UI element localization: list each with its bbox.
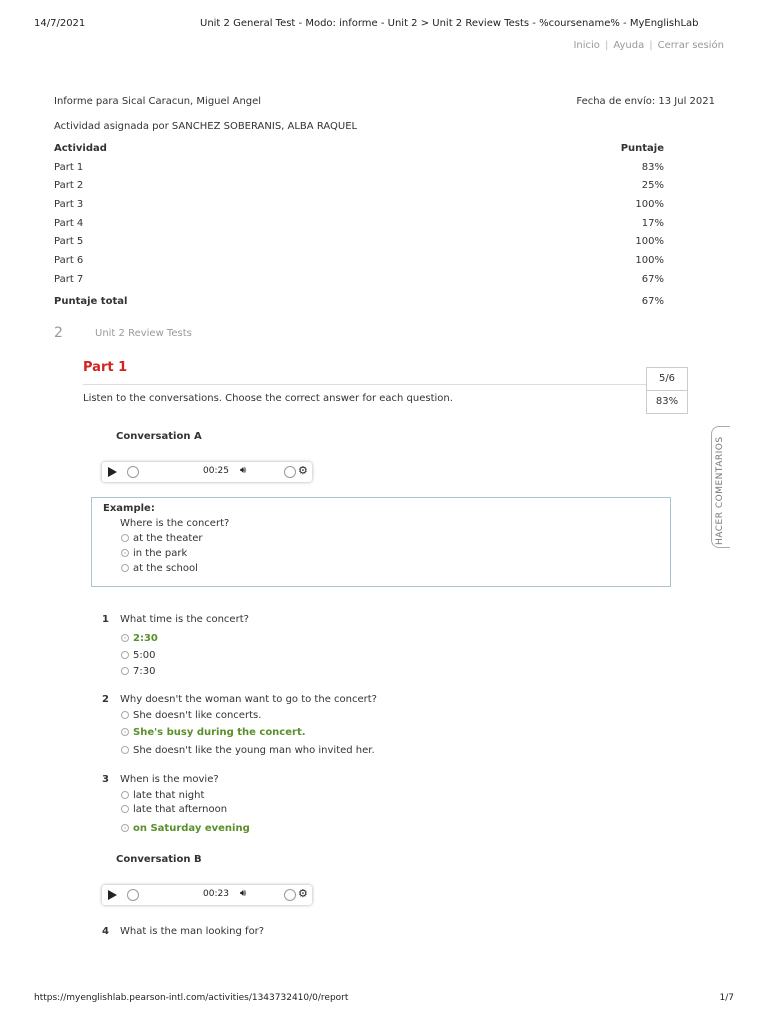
table-row <box>54 180 664 198</box>
radio-button <box>121 651 129 659</box>
conversation-a-label: Conversation A <box>116 431 202 442</box>
row-label: Part 1 <box>54 162 84 173</box>
row-score: 67% <box>641 274 664 285</box>
radio-button <box>121 564 129 572</box>
row-label: Part 3 <box>54 199 84 210</box>
gear-icon[interactable]: ⚙ <box>298 464 308 477</box>
example-option-text: in the park <box>133 548 188 559</box>
table-row <box>54 236 664 254</box>
radio-button-selected <box>121 634 129 642</box>
report-student: Informe para Sical Caracun, Miguel Angel <box>54 96 262 107</box>
total-score: 67% <box>641 296 664 307</box>
print-footer-page: 1/7 <box>719 993 734 1003</box>
part-instructions: Listen to the conversations. Choose the correct answer for each question. <box>83 393 453 404</box>
report-submit-date: Fecha de envío: 13 Jul 2021 <box>576 96 715 107</box>
row-score: 100% <box>635 236 664 247</box>
answer-text: late that afternoon <box>133 804 228 815</box>
question-text: What is the man looking for? <box>120 926 265 937</box>
volume-icon[interactable]: 🔊︎ <box>240 465 247 476</box>
answer-option <box>121 727 306 742</box>
audio-time: 00:23 <box>203 889 229 899</box>
answer-text: 5:00 <box>133 650 156 661</box>
print-footer-url: https://myenglishlab.pearson-intl.com/activities/1343732410/0/report <box>34 993 349 1003</box>
answer-option <box>121 823 250 838</box>
answer-option <box>121 804 227 819</box>
col-score: Puntaje <box>620 143 664 154</box>
part-divider <box>83 384 647 385</box>
settings-toggle-knob[interactable] <box>284 466 296 478</box>
section-number: 2 <box>54 325 63 341</box>
question-number: 1 <box>102 614 109 625</box>
row-label: Part 2 <box>54 180 84 191</box>
top-links <box>573 40 724 51</box>
question-text: Why doesn't the woman want to go to the concert? <box>120 694 377 705</box>
row-label: Part 6 <box>54 255 84 266</box>
part-title: Part 1 <box>83 360 128 375</box>
link-separator: | <box>604 40 609 51</box>
feedback-tab-label: HACER COMENTARIOS <box>715 436 725 545</box>
answer-option <box>121 790 204 805</box>
row-score: 100% <box>635 199 664 210</box>
radio-button <box>121 711 129 719</box>
link-separator: | <box>649 40 653 51</box>
answer-text: She doesn't like concerts. <box>133 710 262 721</box>
row-label: Part 4 <box>54 218 84 229</box>
answer-option <box>121 745 375 760</box>
link-inicio[interactable]: Inicio <box>573 40 600 51</box>
part-score-box <box>646 367 688 414</box>
link-cerrar-sesion[interactable]: Cerrar sesión <box>657 40 724 51</box>
example-option-text: at the school <box>133 563 198 574</box>
report-assigned-by: Actividad asignada por SANCHEZ SOBERANIS, ALBA RAQUEL <box>54 121 358 132</box>
row-score: 100% <box>635 255 664 266</box>
total-label: Puntaje total <box>54 296 128 307</box>
audio-player-a <box>102 462 312 482</box>
section-title: Unit 2 Review Tests <box>95 328 192 339</box>
example-option <box>121 548 187 563</box>
answer-text: 7:30 <box>133 666 156 677</box>
score-table-header <box>54 143 664 161</box>
settings-toggle-knob[interactable] <box>284 889 296 901</box>
radio-button <box>121 667 129 675</box>
question-number: 3 <box>102 774 109 785</box>
row-label: Part 7 <box>54 274 84 285</box>
table-row <box>54 199 664 217</box>
radio-button <box>121 534 129 542</box>
example-question: Where is the concert? <box>120 518 230 529</box>
col-activity: Actividad <box>54 143 107 154</box>
progress-handle[interactable] <box>127 889 139 901</box>
row-score: 17% <box>641 218 664 229</box>
progress-handle[interactable] <box>127 466 139 478</box>
table-row <box>54 218 664 236</box>
answer-text-correct: She's busy during the concert. <box>133 727 306 738</box>
answer-text: late that night <box>133 790 205 801</box>
answer-text-correct: on Saturday evening <box>133 823 250 834</box>
part-score-percent: 83% <box>655 396 679 407</box>
question-number: 2 <box>102 694 109 705</box>
table-row <box>54 274 664 292</box>
audio-player-b <box>102 885 312 905</box>
audio-time: 00:25 <box>203 466 229 476</box>
part-score-fraction: 5/6 <box>647 368 687 391</box>
radio-button <box>121 805 129 813</box>
radio-button-selected <box>121 728 129 736</box>
answer-text: She doesn't like the young man who invited her. <box>133 745 375 756</box>
play-icon[interactable] <box>108 467 117 477</box>
volume-icon[interactable]: 🔊︎ <box>240 888 247 899</box>
answer-option <box>121 710 261 725</box>
total-row <box>54 296 664 314</box>
example-box <box>91 497 671 587</box>
print-date: 14/7/2021 <box>34 18 86 29</box>
conversation-b-label: Conversation B <box>116 854 202 865</box>
question-text: When is the movie? <box>120 774 219 785</box>
answer-text-correct: 2:30 <box>133 633 158 644</box>
radio-button-selected <box>121 549 129 557</box>
answer-option <box>121 633 158 648</box>
table-row <box>54 162 664 180</box>
answer-option <box>121 666 155 681</box>
gear-icon[interactable]: ⚙ <box>298 887 308 900</box>
print-title: Unit 2 General Test - Modo: informe - Unit 2 > Unit 2 Review Tests - %coursename% - MyEnglishLab <box>200 18 699 29</box>
radio-button-selected <box>121 824 129 832</box>
example-option <box>121 563 198 578</box>
row-score: 83% <box>641 162 664 173</box>
example-option-text: at the theater <box>133 533 203 544</box>
feedback-tab[interactable] <box>711 426 730 548</box>
table-row <box>54 255 664 273</box>
radio-button <box>121 746 129 754</box>
link-ayuda[interactable]: Ayuda <box>613 40 645 51</box>
play-icon[interactable] <box>108 890 117 900</box>
radio-button <box>121 791 129 799</box>
row-label: Part 5 <box>54 236 84 247</box>
question-number: 4 <box>102 926 109 937</box>
question-text: What time is the concert? <box>120 614 249 625</box>
row-score: 25% <box>641 180 664 191</box>
answer-option <box>121 650 155 665</box>
example-option <box>121 533 203 548</box>
example-label: Example: <box>103 503 155 514</box>
